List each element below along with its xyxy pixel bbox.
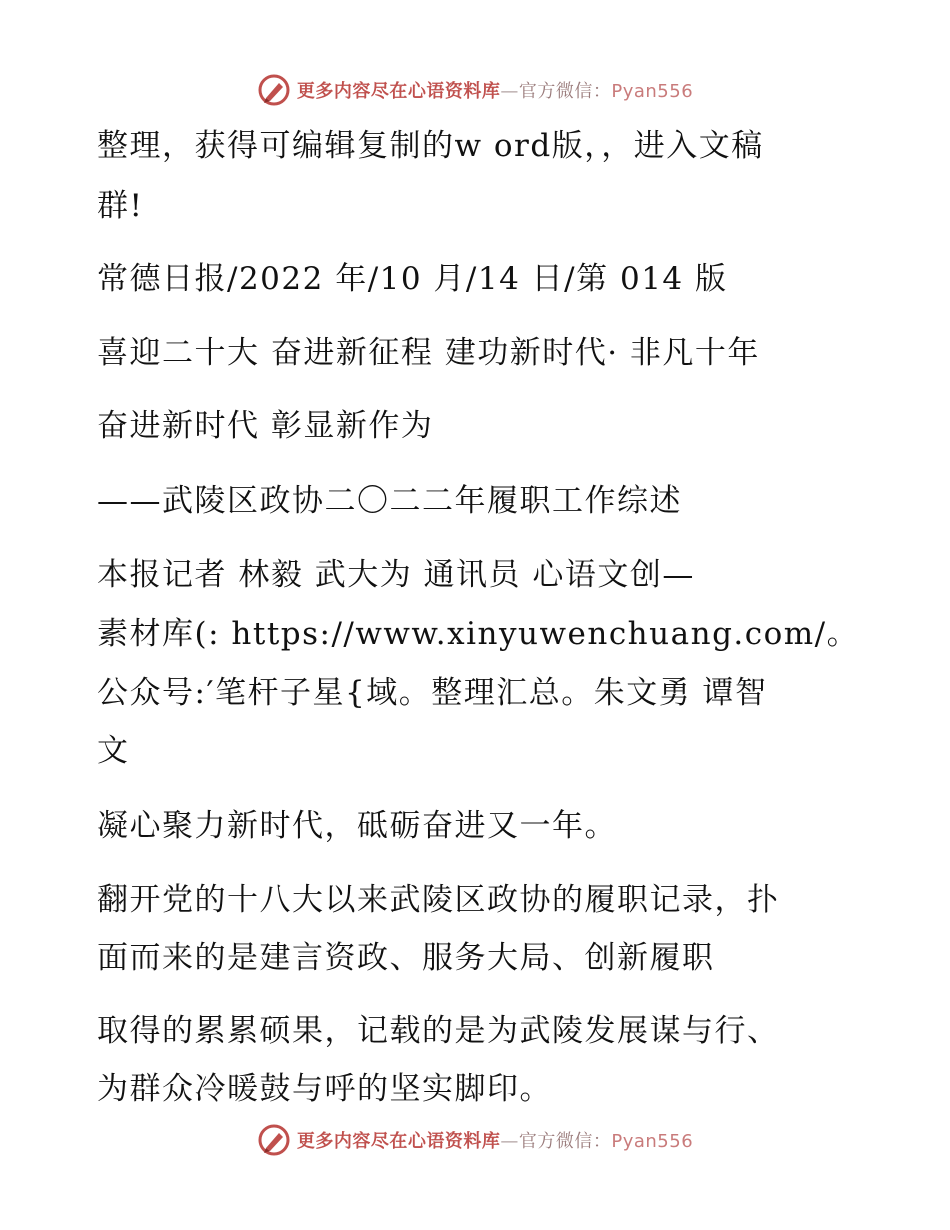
text-line: 奋进新时代 彰显新作为 <box>97 408 434 444</box>
text-line: 喜迎二十大 奋进新征程 建功新时代· 非凡十年 <box>97 335 760 371</box>
watermark-text <box>297 1127 693 1153</box>
text-line: 本报记者 林毅 武大为 通讯员 心语文创— <box>97 557 695 593</box>
watermark-id: Pyan556 <box>611 81 694 102</box>
watermark-separator: — <box>500 81 519 102</box>
text-line: 为群众冷暖鼓与呼的坚实脚印。 <box>97 1071 552 1107</box>
watermark-official: 官方微信： <box>518 81 612 102</box>
text-line: 文 <box>97 733 130 769</box>
pen-logo-icon <box>257 1123 291 1157</box>
text-line: ——武陵区政协二〇二二年履职工作综述 <box>97 483 682 519</box>
text-line: 群! <box>97 188 144 224</box>
watermark-official: 官方微信： <box>518 1131 612 1152</box>
watermark-text <box>297 77 693 103</box>
text-line: 公众号:′笔杆子星{域。整理汇总。朱文勇 谭智 <box>97 675 768 711</box>
watermark-separator: — <box>500 1131 519 1152</box>
watermark-id: Pyan556 <box>611 1131 694 1152</box>
text-line: 面而来的是建言资政、服务大局、创新履职 <box>97 940 715 976</box>
text-line: 取得的累累硕果，记载的是为武陵发展谋与行、 <box>97 1013 780 1049</box>
watermark-brand: 更多内容尽在心语资料库 <box>296 1131 501 1152</box>
text-line: 整理，获得可编辑复制的w ord版，，进入文稿 <box>97 128 764 164</box>
watermark-brand: 更多内容尽在心语资料库 <box>296 81 501 102</box>
text-line: 常德日报/2022 年/10 月/14 日/第 014 版 <box>97 261 728 297</box>
text-line: 翻开党的十八大以来武陵区政协的履职记录，扑 <box>97 882 780 918</box>
text-line: 素材库(: https://www.xinyuwenchuang.com/。 <box>97 616 860 652</box>
text-line: 凝心聚力新时代，砥砺奋进又一年。 <box>97 808 617 844</box>
header-watermark <box>0 70 950 110</box>
footer-watermark <box>0 1120 950 1160</box>
pen-logo-icon <box>257 73 291 107</box>
